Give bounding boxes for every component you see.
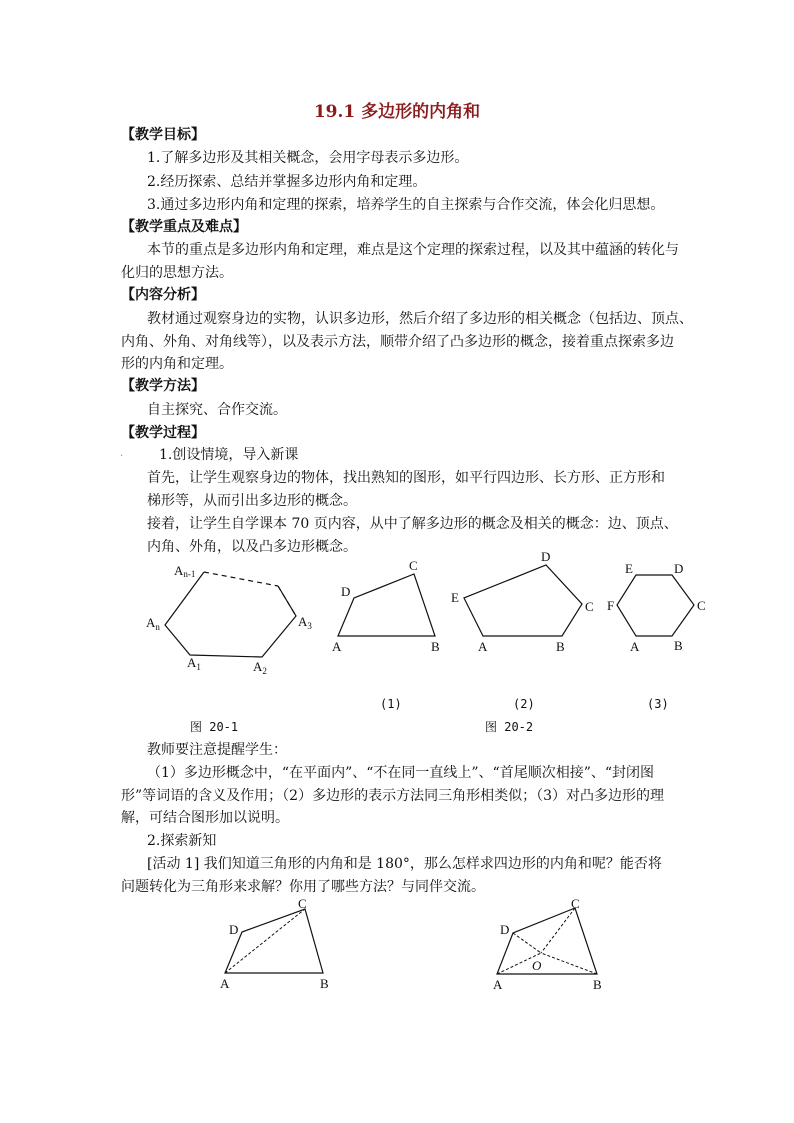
vertex-label: B [593, 977, 602, 992]
segments-to-o [497, 908, 597, 974]
vertex-label: A [630, 639, 640, 654]
goal-item: 1.了解多边形及其相关概念，会用字母表示多边形。 [147, 150, 469, 166]
vertex-label: A [220, 976, 230, 991]
heading-method: 【教学方法】 [121, 378, 205, 394]
vertex-label: C [585, 599, 594, 614]
vertex-label: B [431, 639, 440, 654]
sub-figure-label: (1) [380, 697, 402, 711]
vertex-label-a1: $A_1$ [187, 655, 201, 672]
note-line: 解，可结合图形加以说明。 [121, 810, 289, 826]
polygon-n-figure [165, 572, 296, 657]
vertex-label: D [341, 584, 351, 599]
activity-line: [活动 1] 我们知道三角形的内角和是 180°，那么怎样求四边形的内角和呢？能否将 [147, 856, 662, 872]
page-title: 19.1 多边形的内角和 [313, 102, 481, 122]
sub-figure-label: (2) [513, 697, 535, 711]
vertex-label-a2: $A_2$ [253, 659, 267, 676]
analysis-line: 形的内角和定理。 [121, 356, 233, 372]
method-line: 自主探究、合作交流。 [147, 402, 287, 418]
sub-figure-label: (3) [647, 697, 669, 711]
vertex-label: E [625, 561, 633, 576]
vertex-label: D [541, 549, 551, 564]
vertex-label: F [607, 598, 615, 613]
process-paragraph-line: 接着，让学生自学课本 70 页内容，从中了解多边形的概念及相关的概念：边、顶点、 [147, 516, 678, 532]
vertex-label: D [500, 922, 510, 937]
hexagon-figure [617, 575, 694, 636]
diagonal-ac [225, 909, 305, 973]
vertex-label: D [229, 922, 239, 937]
focus-line: 本节的重点是多边形内角和定理，难点是这个定理的探索过程，以及其中蕴涵的转化与 [147, 242, 679, 258]
quadrilateral-figure [338, 574, 435, 636]
process-paragraph-line: 梯形等，从而引出多边形的概念。 [147, 493, 357, 509]
process-paragraph-line: 内角、外角，以及凸多边形概念。 [147, 539, 357, 555]
heading-goals: 【教学目标】 [121, 127, 205, 143]
heading-analysis: 【内容分析】 [121, 287, 205, 303]
vertex-label: D [674, 561, 684, 576]
heading-process: 【教学过程】 [121, 425, 205, 441]
vertex-label: C [571, 896, 580, 911]
quadrilateral-one-diagonal-figure [225, 909, 323, 973]
goal-item: 3.通过多边形内角和定理的探索，培养学生的自主探索与合作交流，体会化归思想。 [147, 197, 665, 213]
vertex-label-an-1: An-1 [174, 563, 196, 579]
quadrilateral-interior-point-figure [497, 908, 597, 974]
figure-caption: 图 20-2 [485, 720, 534, 734]
step-1-title: 1.创设情境，导入新课 [159, 447, 299, 463]
vertex-label: C [409, 558, 418, 573]
heading-focus: 【教学重点及难点】 [121, 219, 247, 235]
vertex-label: B [320, 976, 329, 991]
analysis-line: 教材通过观察身边的实物，认识多边形，然后介绍了多边形的相关概念（包括边、顶点、 [147, 311, 693, 327]
goal-item: 2.经历探索、总结并掌握多边形内角和定理。 [147, 174, 427, 190]
vertex-label: B [674, 638, 683, 653]
step-2-title: 2.探索新知 [147, 833, 217, 849]
vertex-label: A [478, 639, 488, 654]
note-line: 形”等词语的含义及作用；（2）多边形的表示方法同三角形相类似；（3）对凸多边形的理 [121, 788, 664, 804]
vertex-label: A [332, 639, 342, 654]
note-line: （1）多边形概念中，“在平面内”、“不在同一直线上”、“首尾顺次相接”、“封闭图 [147, 765, 655, 781]
figure-caption: 图 20-1 [190, 720, 239, 734]
vertex-label: A [493, 977, 503, 992]
vertex-label: B [556, 639, 565, 654]
note-intro: 教师要注意提醒学生： [147, 742, 287, 758]
vertex-label-a3: $A_3$ [298, 614, 312, 631]
vertex-label: C [298, 896, 307, 911]
process-paragraph-line: 首先，让学生观察身边的物体，找出熟知的图形，如平行四边形、长方形、正方形和 [147, 470, 665, 486]
focus-line: 化归的思想方法。 [121, 265, 233, 281]
margin-mark: . [120, 448, 124, 459]
pentagon-figure [464, 565, 582, 636]
activity-line: 问题转化为三角形来求解？你用了哪些方法？与同伴交流。 [121, 879, 485, 895]
analysis-line: 内角、外角、对角线等），以及表示方法，顺带介绍了凸多边形的概念，接着重点探索多边 [121, 334, 674, 350]
vertex-label: C [697, 598, 706, 613]
vertex-label: O [532, 958, 542, 973]
vertex-label-an: $A_n$ [146, 615, 160, 632]
vertex-label: E [451, 590, 459, 605]
